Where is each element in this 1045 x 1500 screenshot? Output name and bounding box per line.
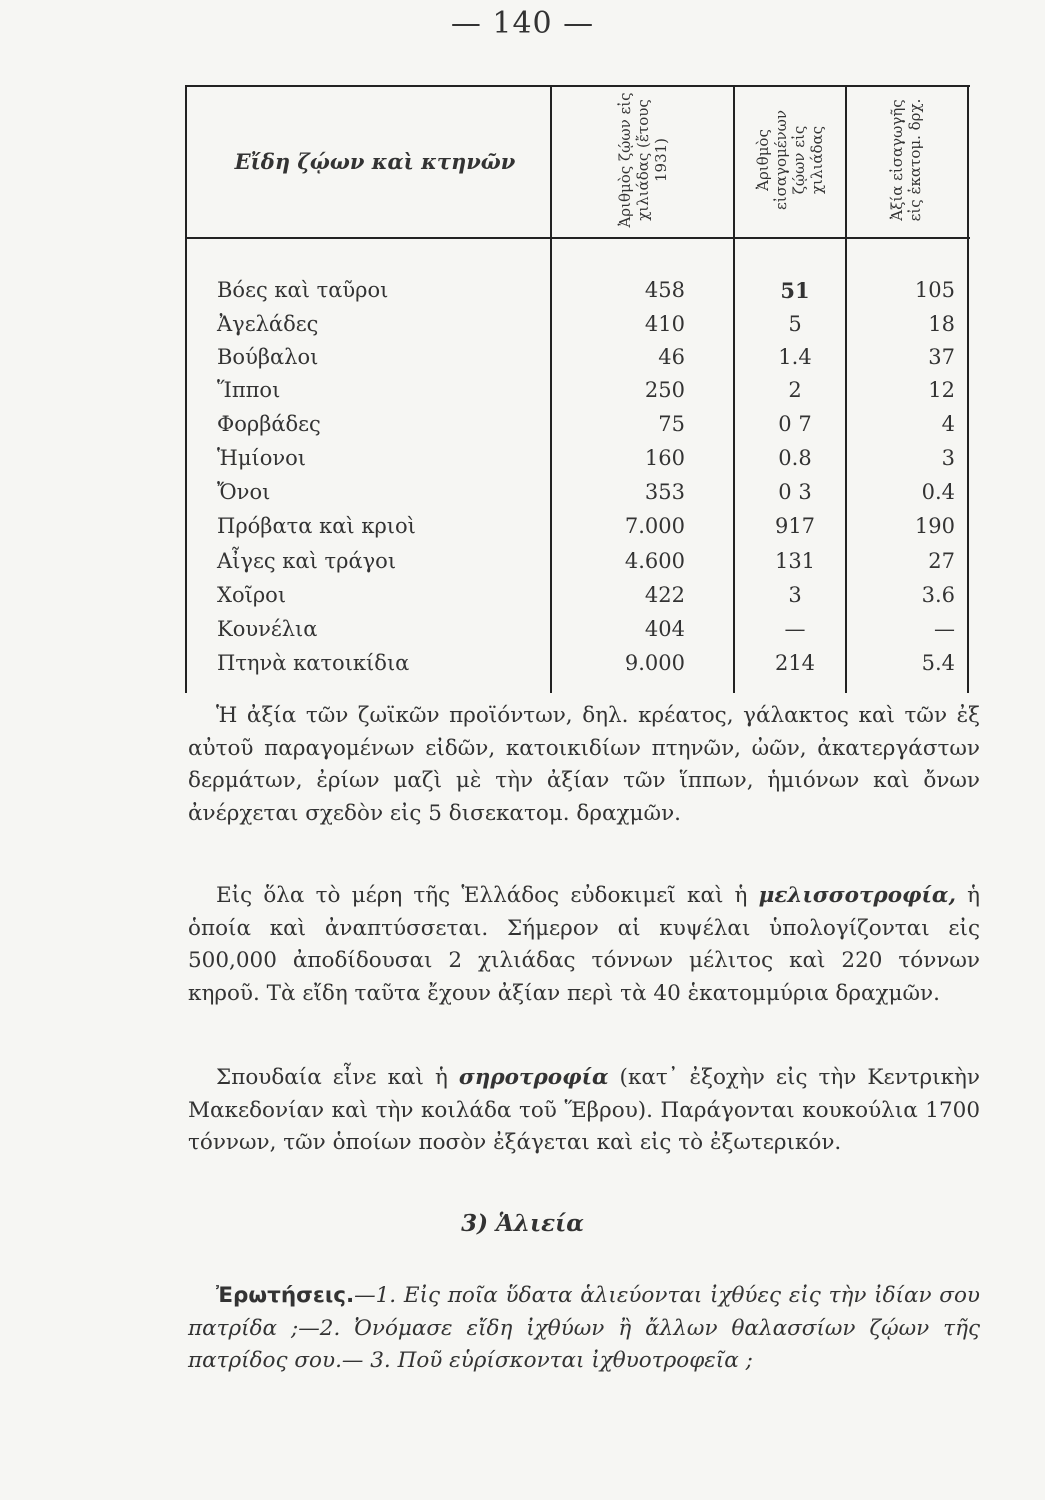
beekeeping-text-start: Εἰς ὅλα τὸ μέρη τῆς Ἑλλάδος εὐδοκιμεῖ καὶ ἡ: [216, 883, 759, 908]
row-name: Χοῖροι: [217, 583, 287, 607]
row-imported: 51: [780, 278, 810, 303]
paragraph-sericulture: [188, 1062, 980, 1160]
row-name: Βόες καὶ ταῦροι: [217, 278, 389, 302]
table-row: [185, 617, 970, 648]
row-value: 4: [941, 412, 955, 436]
row-count: 4.600: [624, 549, 685, 573]
paragraph-beekeeping: [188, 880, 980, 1010]
row-value: 3: [941, 446, 955, 470]
table-row: [185, 412, 970, 443]
row-count: 410: [644, 312, 685, 336]
row-name: Κουνέλια: [217, 617, 318, 641]
table-row: [185, 446, 970, 477]
row-count: 46: [658, 345, 685, 369]
row-name: Βούβαλοι: [217, 345, 319, 369]
row-count: 160: [644, 446, 685, 470]
row-imported: 917: [774, 514, 816, 538]
row-value: 3.6: [921, 583, 955, 607]
row-value: 18: [928, 312, 955, 336]
row-imported: 2: [788, 378, 802, 402]
beekeeping-term: μελισσοτροφία,: [758, 883, 956, 908]
row-value: 5.4: [921, 651, 955, 675]
row-imported: 5: [788, 312, 802, 336]
row-imported: 0 3: [778, 480, 812, 504]
row-imported: 214: [774, 651, 816, 675]
row-value: 190: [914, 514, 955, 538]
row-imported: 0.8: [778, 446, 812, 470]
section-title: 3) Ἁλιεία: [461, 1210, 584, 1237]
row-name: Πτηνὰ κατοικίδια: [217, 651, 410, 675]
row-count: 458: [644, 278, 685, 302]
row-name: Ἀγελάδες: [217, 312, 319, 336]
table-row: [185, 312, 970, 343]
table-top-rule: [185, 85, 970, 87]
beekeeping-text-end: ἡ ὁποία καὶ ἀναπτύσσεται. Σήμερον αἱ κυψέλαι ὑπολογίζονται εἰς 500,000 ἀποδίδουσαι 2 χιλιάδας τόννων μέλιτος καὶ 220 τόννων κηροῦ. Τὰ εἴδη ταῦτα ἔχουν ἀξίαν περὶ τὰ 40 ἑκατομμύρια δραχμῶν.: [188, 883, 980, 1006]
row-value: —: [934, 617, 955, 641]
row-count: 9.000: [624, 651, 685, 675]
questions-text: —1. Εἰς ποῖα ὕδατα ἁλιεύονται ἰχθύες εἰς τὴν ἰδίαν σου πατρίδα ;—2. Ὀνόμασε εἴδη ἰχθύων ἢ ἄλλων θαλασσίων ζῴων τῆς πατρίδος σου.— 3. Ποῦ εὑρίσκονται ἰχθυοτροφεῖα ;: [188, 1283, 980, 1373]
table-row: [185, 480, 970, 511]
row-value: 0.4: [921, 480, 955, 504]
table-row: [185, 278, 970, 309]
col-header-count: Ἀριθμὸς ζῴων εἰς χιλιάδας (ἔτους 1931): [615, 92, 670, 228]
row-count: 353: [644, 480, 685, 504]
row-name: Ἡμίονοι: [217, 446, 307, 470]
table-row: [185, 583, 970, 614]
row-imported: 131: [774, 549, 816, 573]
row-count: 75: [658, 412, 685, 436]
table-row: [185, 345, 970, 376]
row-count: 7.000: [624, 514, 685, 538]
row-imported: —: [784, 617, 806, 641]
row-value: 12: [928, 378, 955, 402]
sericulture-text-start: Σπουδαία εἶνε καὶ ἡ: [216, 1065, 459, 1090]
table-title: Εἴδη ζῴων καὶ κτηνῶν: [234, 149, 516, 174]
row-count: 404: [644, 617, 685, 641]
row-count: 422: [644, 583, 685, 607]
table-row: [185, 514, 970, 545]
row-imported: 1.4: [778, 345, 812, 369]
questions-lead: Ἐρωτήσεις.: [216, 1283, 355, 1308]
row-imported: 0 7: [778, 412, 812, 436]
table-row: [185, 378, 970, 409]
livestock-table: [185, 85, 970, 693]
table-header-rule: [185, 237, 970, 239]
sericulture-text-end: (κατ᾽ ἐξοχὴν εἰς τὴν Κεντρικὴν Μακεδονίαν καὶ τὴν κοιλάδα τοῦ Ἕβρου). Παράγονται κουκούλια 1700 τόννων, τῶν ὁποίων ποσὸν ἐξάγεται καὶ εἰς τὸ ἐξωτερικόν.: [188, 1065, 981, 1155]
col-header-imported: Ἀριθμὸς εἰσαγομένων ζῴων εἰς χιλιάδας: [753, 110, 826, 211]
row-name: Φορβάδες: [217, 412, 321, 436]
row-name: Πρόβατα καὶ κριοὶ: [217, 514, 416, 538]
table-row: [185, 549, 970, 580]
sericulture-term: σηροτροφία: [458, 1065, 609, 1090]
page-number: — 140 —: [450, 6, 595, 41]
row-name: Αἶγες καὶ τράγοι: [217, 549, 397, 573]
row-value: 105: [914, 278, 955, 302]
row-imported: 3: [788, 583, 802, 607]
table-row: [185, 651, 970, 682]
row-value: 37: [928, 345, 955, 369]
row-value: 27: [928, 549, 955, 573]
row-name: Ἵπποι: [217, 378, 281, 402]
row-count: 250: [644, 378, 685, 402]
paragraph-animal-products: Ἡ ἀξία τῶν ζωϊκῶν προϊόντων, δηλ. κρέατος, γάλακτος καὶ τῶν ἐξ αὐτοῦ παραγομένων εἰδῶν, κατοικιδίων πτηνῶν, ὠῶν, ἀκατεργάστων δερμάτων, ἐρίων μαζὶ μὲ τὴν ἀξίαν τῶν ἵππων, ἡμιόνων καὶ ὄνων ἀνέρχεται σχεδὸν εἰς 5 δισεκατομ. δραχμῶν.: [188, 703, 980, 826]
questions-block: [188, 1280, 980, 1378]
col-header-value: Ἀξία εἰσαγωγῆς εἰς ἑκατομ. δρχ.: [887, 98, 924, 222]
row-name: Ὄνοι: [217, 480, 271, 504]
